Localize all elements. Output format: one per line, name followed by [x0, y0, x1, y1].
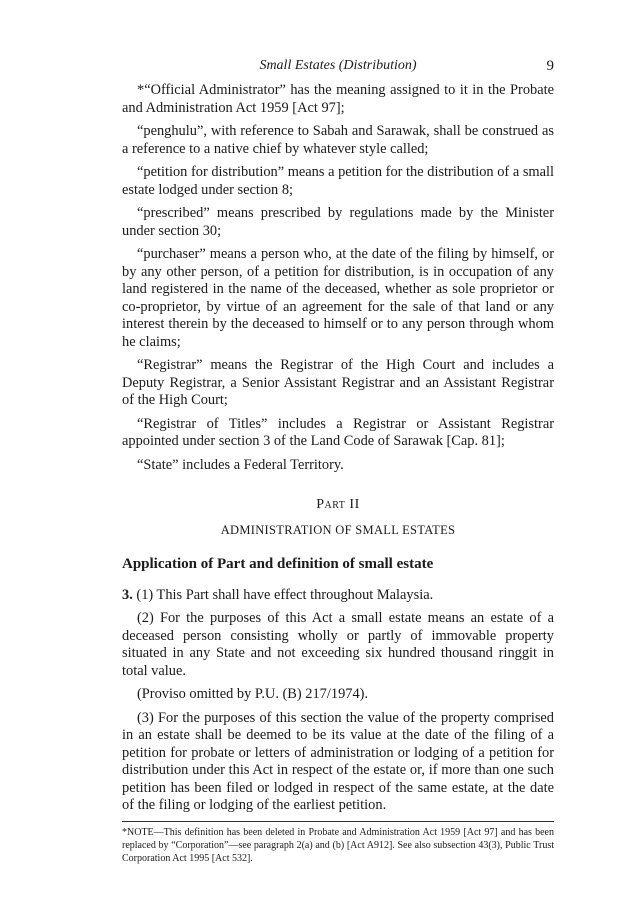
definition-penghulu: “penghulu”, with reference to Sabah and Sarawak, shall be construed as a reference to a native chief by whatever style called; [122, 123, 554, 157]
part-number: II [349, 497, 360, 512]
section-3-sub-1 [122, 587, 554, 605]
document-page [122, 58, 554, 865]
section-3-sub-3: (3) For the purposes of this section the value of the property comprised in an estate shall be deemed to be its value at the date of the filing of a petition for probate or letters of administration or lodging of a petition for distribution under this Act in respect of the estate or, if more than one such petition has been filed or lodged in respect of the same estate, at the date of the filing or lodging of the earliest petition. [122, 709, 554, 813]
page-number: 9 [546, 58, 554, 74]
section-heading: Application of Part and definition of small estate [122, 556, 434, 572]
part-title: ADMINISTRATION OF SMALL ESTATES [220, 522, 456, 537]
running-title: Small Estates (Distribution) [259, 58, 417, 73]
definition-prescribed: “prescribed” means prescribed by regulations made by the Minister under section 30; [122, 205, 554, 239]
section-3-sub-1-text: (1) This Part shall have effect throughout Malaysia. [136, 586, 434, 603]
definition-state: “State” includes a Federal Territory. [137, 456, 344, 473]
definition-official-administrator: *“Official Administrator” has the meaning assigned to it in the Probate and Administration Act 1959 [Act 97]; [122, 82, 554, 116]
footnote: *NOTE—This definition has been deleted in Probate and Administration Act 1959 [Act 97] and has been replaced by “Corporation”—see paragraph 2(a) and (b) [Act A912]. See also subsection 43(3), Public Trust Corporation Act 1995 [Act 532]. [122, 826, 554, 864]
footnote-divider [122, 821, 554, 822]
section-3-proviso: (Proviso omitted by P.U. (B) 217/1974). [137, 686, 369, 702]
definition-petition-for-distribution: “petition for distribution” means a petition for the distribution of a small estate lodged under section 8; [122, 164, 554, 198]
definition-registrar: “Registrar” means the Registrar of the High Court and includes a Deputy Registrar, a Senior Assistant Registrar and an Assistant Registrar of the High Court; [122, 357, 554, 408]
running-header [122, 58, 554, 82]
section-3-sub-2: (2) For the purposes of this Act a small estate means an estate of a deceased person consisting wholly or partly of immovable property situated in any State and not exceeding six hundred thousand ringgit in total value. [122, 610, 554, 679]
definition-purchaser: “purchaser” means a person who, at the date of the filing by himself, or by any other person, of a petition for distribution, is in occupation of any land registered in the name of the deceased, whether as sole proprietor or co-proprietor, by virtue of an agreement for the sale of that land or any interest therein by the deceased to himself or to any person through whom he claims; [122, 246, 554, 350]
section-number: 3. [122, 586, 133, 603]
part-word: Part [316, 497, 346, 512]
part-label [122, 496, 554, 514]
definition-registrar-of-titles: “Registrar of Titles” includes a Registrar or Assistant Registrar appointed under section 3 of the Land Code of Sarawak [Cap. 81]; [122, 415, 554, 449]
